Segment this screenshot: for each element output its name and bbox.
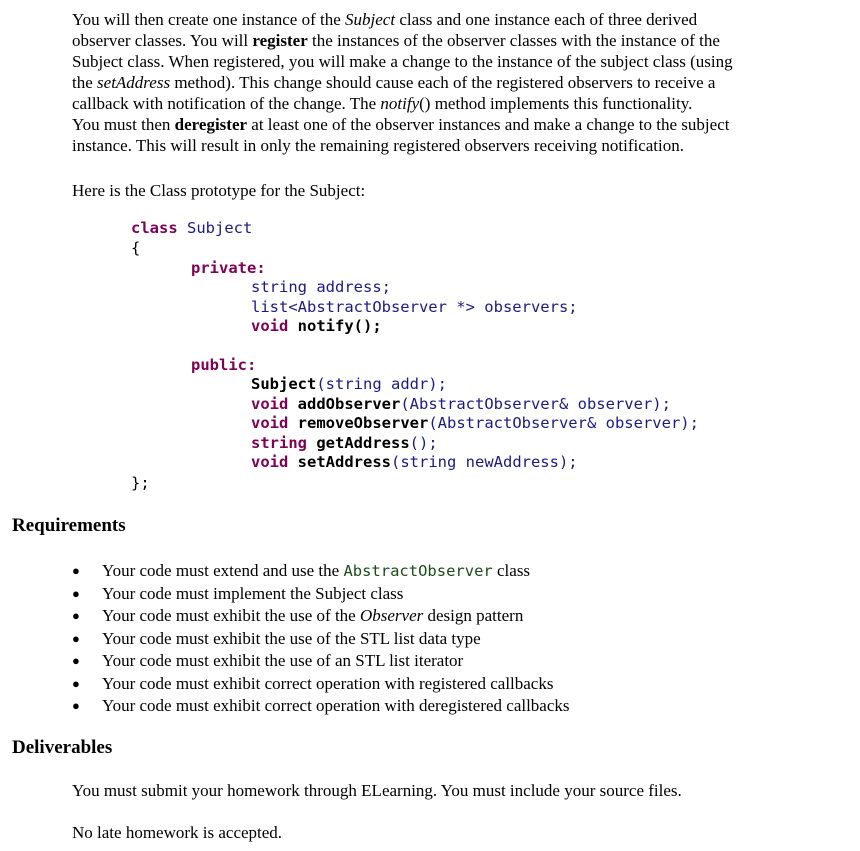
code-method-params: (string newAddress); [391,453,578,471]
requirement-text: Your code must exhibit the use of the Observer design pattern [102,606,524,625]
bold-term: register [252,31,308,50]
deliverables-late-text: No late homework is accepted. [72,823,283,842]
requirement-text: Your code must exhibit the use of the STL list data type [102,628,481,648]
requirement-item [72,583,832,606]
code-method-name: removeObserver [297,414,429,432]
code-class-keyword: class [131,219,178,237]
code-private-label: private: [191,259,266,277]
code-public-member [251,375,447,395]
code-private-member [251,317,382,337]
requirement-text: Your code must exhibit the use of an STL list iterator [102,651,464,670]
bullet-icon: ● [72,585,80,601]
code-return-type: void [251,453,289,471]
code-public-member [251,453,578,473]
italic-term: setAddress [97,73,171,92]
requirement-text: Your code must exhibit correct operation with deregistered callbacks [102,696,570,715]
requirement-item [72,650,832,673]
bullet-icon: ● [72,608,80,623]
code-member-name: address; [307,278,391,296]
code-public-member [251,414,699,434]
requirement-item [72,560,832,583]
requirement-item [72,695,832,718]
code-method-name: addObserver [297,394,401,413]
intro-line: instance. This will result in only the remaining registered observers receiving notification. [72,136,684,155]
code-class-line [131,219,252,239]
bullet-icon: ● [72,563,80,578]
bullet-icon: ● [72,698,80,713]
code-return-type: string [251,433,307,452]
code-method-params: (AbstractObserver& observer); [428,414,699,432]
intro-line: the setAddress method). This change should cause each of the registered observers to receive a [72,73,716,92]
code-method-name: Subject [251,375,317,393]
code-member-name: notify(); [288,317,382,335]
code-member-type: string [251,278,307,296]
code-public-label: public: [191,356,257,374]
intro-line: You will then create one instance of the Subject class and one instance each of three derived [72,10,698,29]
bold-term: deregister [174,115,248,134]
code-method-name: getAddress [316,433,410,452]
intro-line: Subject class. When registered, you will make a change to the instance of the subject class (using [72,52,733,71]
bullet-icon: ● [72,653,80,668]
requirement-text: Your code must implement the Subject class [102,583,404,603]
bullet-icon: ● [72,630,80,646]
code-private-member [251,298,578,318]
code-method-params: (AbstractObserver& observer); [400,394,671,413]
inline-code: AbstractObserver [343,562,493,580]
code-method-name: setAddress [297,453,391,471]
intro-line: You must then deregister at least one of the observer instances and make a change to the subject [72,115,730,134]
intro-paragraph [72,9,802,156]
intro-line: callback with notification of the change. The notify() method implements this functionality. [72,94,693,113]
bullet-icon: ● [72,675,80,691]
code-member-name: observers; [474,297,578,316]
deliverables-submit-text: You must submit your homework through ELearning. You must include your source files. [72,781,682,800]
italic-term: Subject [345,10,396,29]
code-close-brace: }; [131,474,150,492]
code-return-type: void [251,394,289,413]
code-method-params: (string addr); [316,375,447,393]
requirement-item [72,673,832,696]
prototype-intro: Here is the Class prototype for the Subject: [72,181,366,200]
italic-term: notify [380,94,420,113]
code-public-member [251,395,671,415]
code-public-member [251,434,438,454]
deliverables-heading: Deliverables [12,737,113,758]
intro-line: observer classes. You will register the instances of the observer classes with the instance of the [72,31,720,50]
requirement-item [72,605,832,628]
requirement-text: Your code must extend and use the AbstractObserver class [102,561,531,580]
code-class-name: Subject [187,219,253,237]
code-open-brace: { [131,239,141,257]
code-method-params: (); [409,433,438,452]
code-member-type: void [251,317,289,335]
code-member-type: list<AbstractObserver *> [251,297,475,316]
requirements-list [72,560,832,718]
requirement-item [72,628,832,651]
requirements-heading: Requirements [12,515,126,536]
code-return-type: void [251,414,289,432]
italic-term: Observer [359,606,424,625]
code-private-member [251,278,391,298]
requirement-text: Your code must exhibit correct operation with registered callbacks [102,673,554,693]
